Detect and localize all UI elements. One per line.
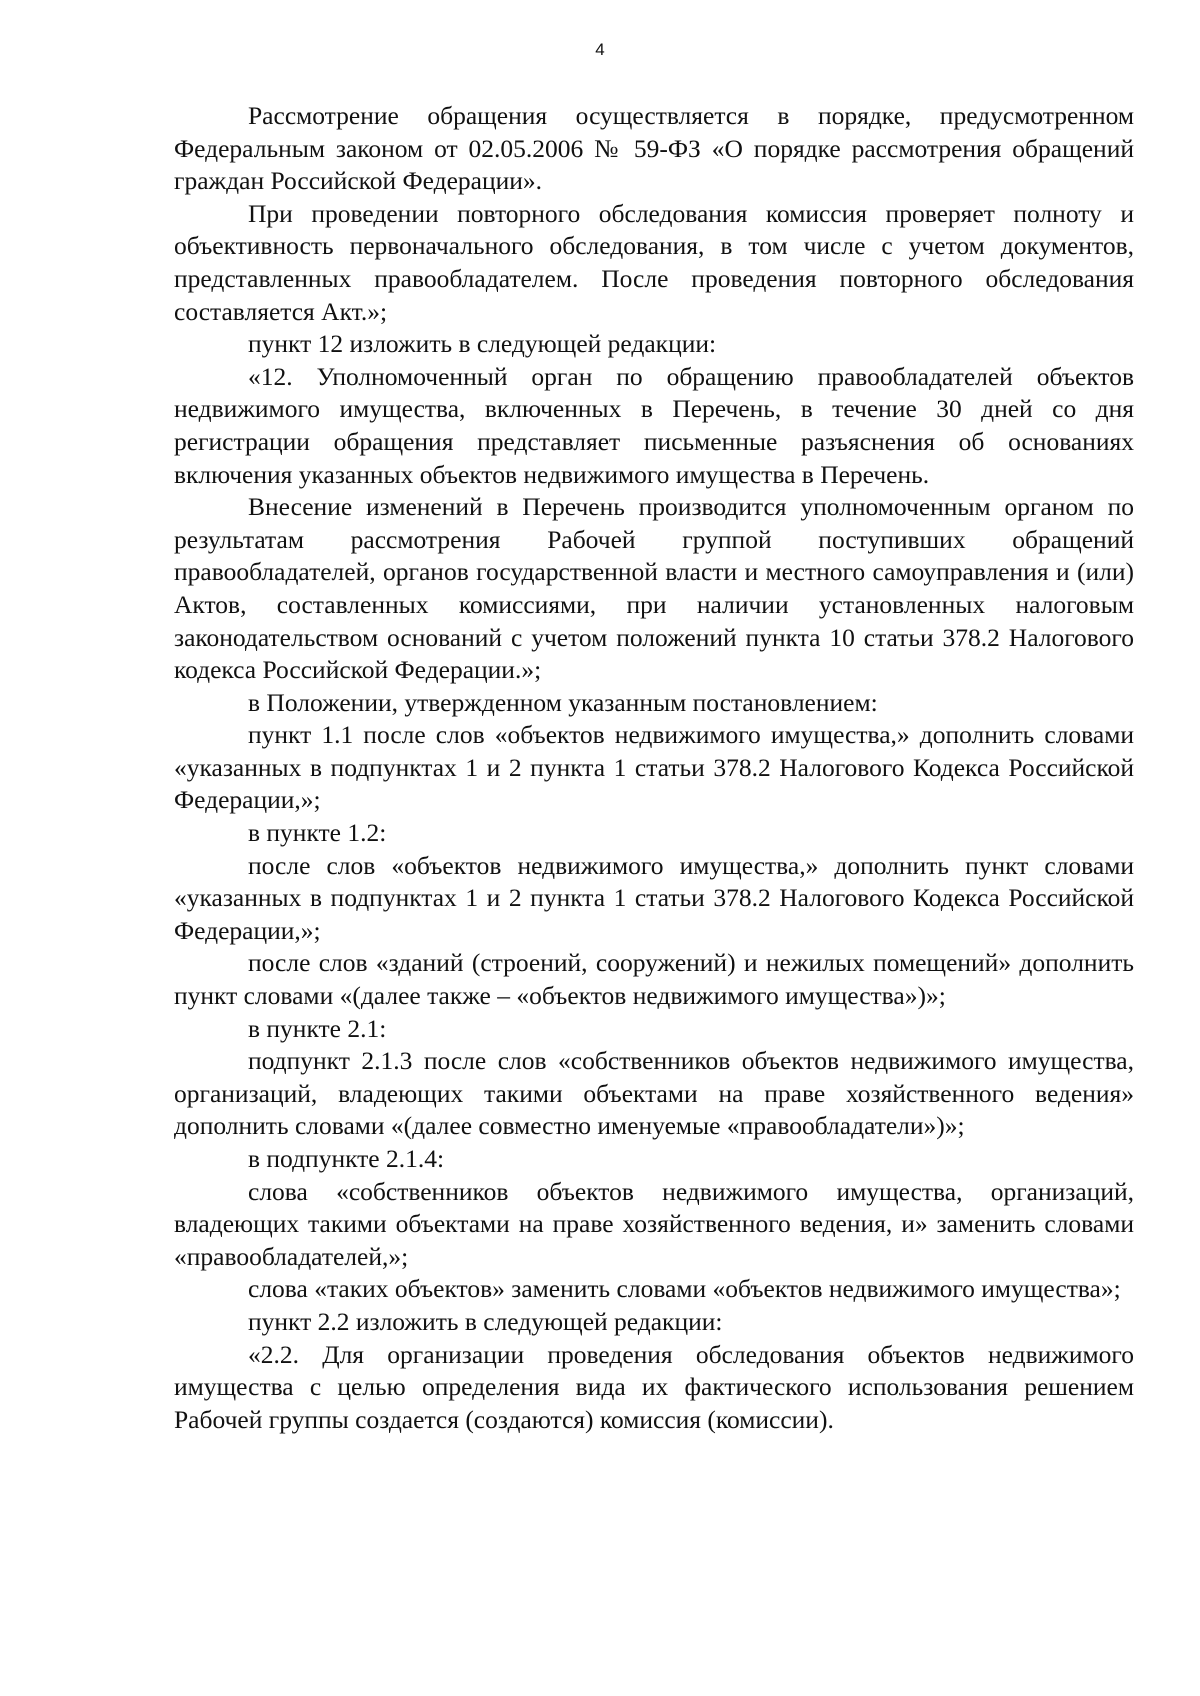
document-body — [174, 100, 1134, 1436]
paragraph: «12. Уполномоченный орган по обращению правообладателей объектов недвижимого имущества, включенных в Перечень, в течение 30 дней со дня регистрации обращения представляет письменные разъяснения об основаниях включения указанных объектов недвижимого имущества в Перечень. — [174, 361, 1134, 489]
paragraph: Рассмотрение обращения осуществляется в порядке, предусмотренном Федеральным законом от 02.05.2006 № 59-ФЗ «О порядке рассмотрения обращений граждан Российской Федерации». — [174, 101, 1134, 196]
paragraph: в пункте 2.1: — [248, 1013, 387, 1043]
paragraph: подпункт 2.1.3 после слов «собственников объектов недвижимого имущества, организаций, владеющих такими объектами на праве хозяйственного ведения» дополнить словами «(далее совместно именуемые «правообладатели»)»; — [174, 1046, 1134, 1141]
page-number: 4 — [595, 40, 605, 59]
paragraph: слова «таких объектов» заменить словами «объектов недвижимого имущества»; — [248, 1274, 1121, 1304]
paragraph: пункт 2.2 изложить в следующей редакции: — [248, 1306, 723, 1336]
paragraph: пункт 12 изложить в следующей редакции: — [248, 329, 717, 359]
paragraph: в Положении, утвержденном указанным постановлением: — [248, 687, 878, 717]
paragraph: слова «собственников объектов недвижимого имущества, организаций, владеющих такими объектами на праве хозяйственного ведения, и» заменить словами «правообладателей,»; — [174, 1176, 1134, 1271]
paragraph: после слов «объектов недвижимого имущества,» дополнить пункт словами «указанных в подпунктах 1 и 2 пункта 1 статьи 378.2 Налогового Кодекса Российской Федерации,»; — [174, 850, 1134, 945]
paragraph: При проведении повторного обследования комиссия проверяет полноту и объективность первоначального обследования, в том числе с учетом документов, представленных правообладателем. После проведения повторного обследования составляется Акт.»; — [174, 198, 1134, 326]
paragraph: в пункте 1.2: — [248, 818, 387, 848]
paragraph: Внесение изменений в Перечень производится уполномоченным органом по результатам рассмотрения Рабочей группой поступивших обращений правообладателей, органов государственной власти и местного самоуправления и (или) Актов, составленных комиссиями, при наличии установленных налоговым законодательством оснований с учетом положений пункта 10 статьи 378.2 Налогового кодекса Российской Федерации.»; — [174, 492, 1134, 685]
paragraph: пункт 1.1 после слов «объектов недвижимого имущества,» дополнить словами «указанных в подпунктах 1 и 2 пункта 1 статьи 378.2 Налогового Кодекса Российской Федерации,»; — [174, 720, 1134, 815]
paragraph: после слов «зданий (строений, сооружений) и нежилых помещений» дополнить пункт словами «(далее также – «объектов недвижимого имущества»)»; — [174, 948, 1134, 1011]
paragraph: «2.2. Для организации проведения обследования объектов недвижимого имущества с целью определения вида их фактического использования решением Рабочей группы создается (создаются) комиссия (комиссии). — [174, 1339, 1134, 1434]
paragraph: в подпункте 2.1.4: — [248, 1144, 445, 1173]
